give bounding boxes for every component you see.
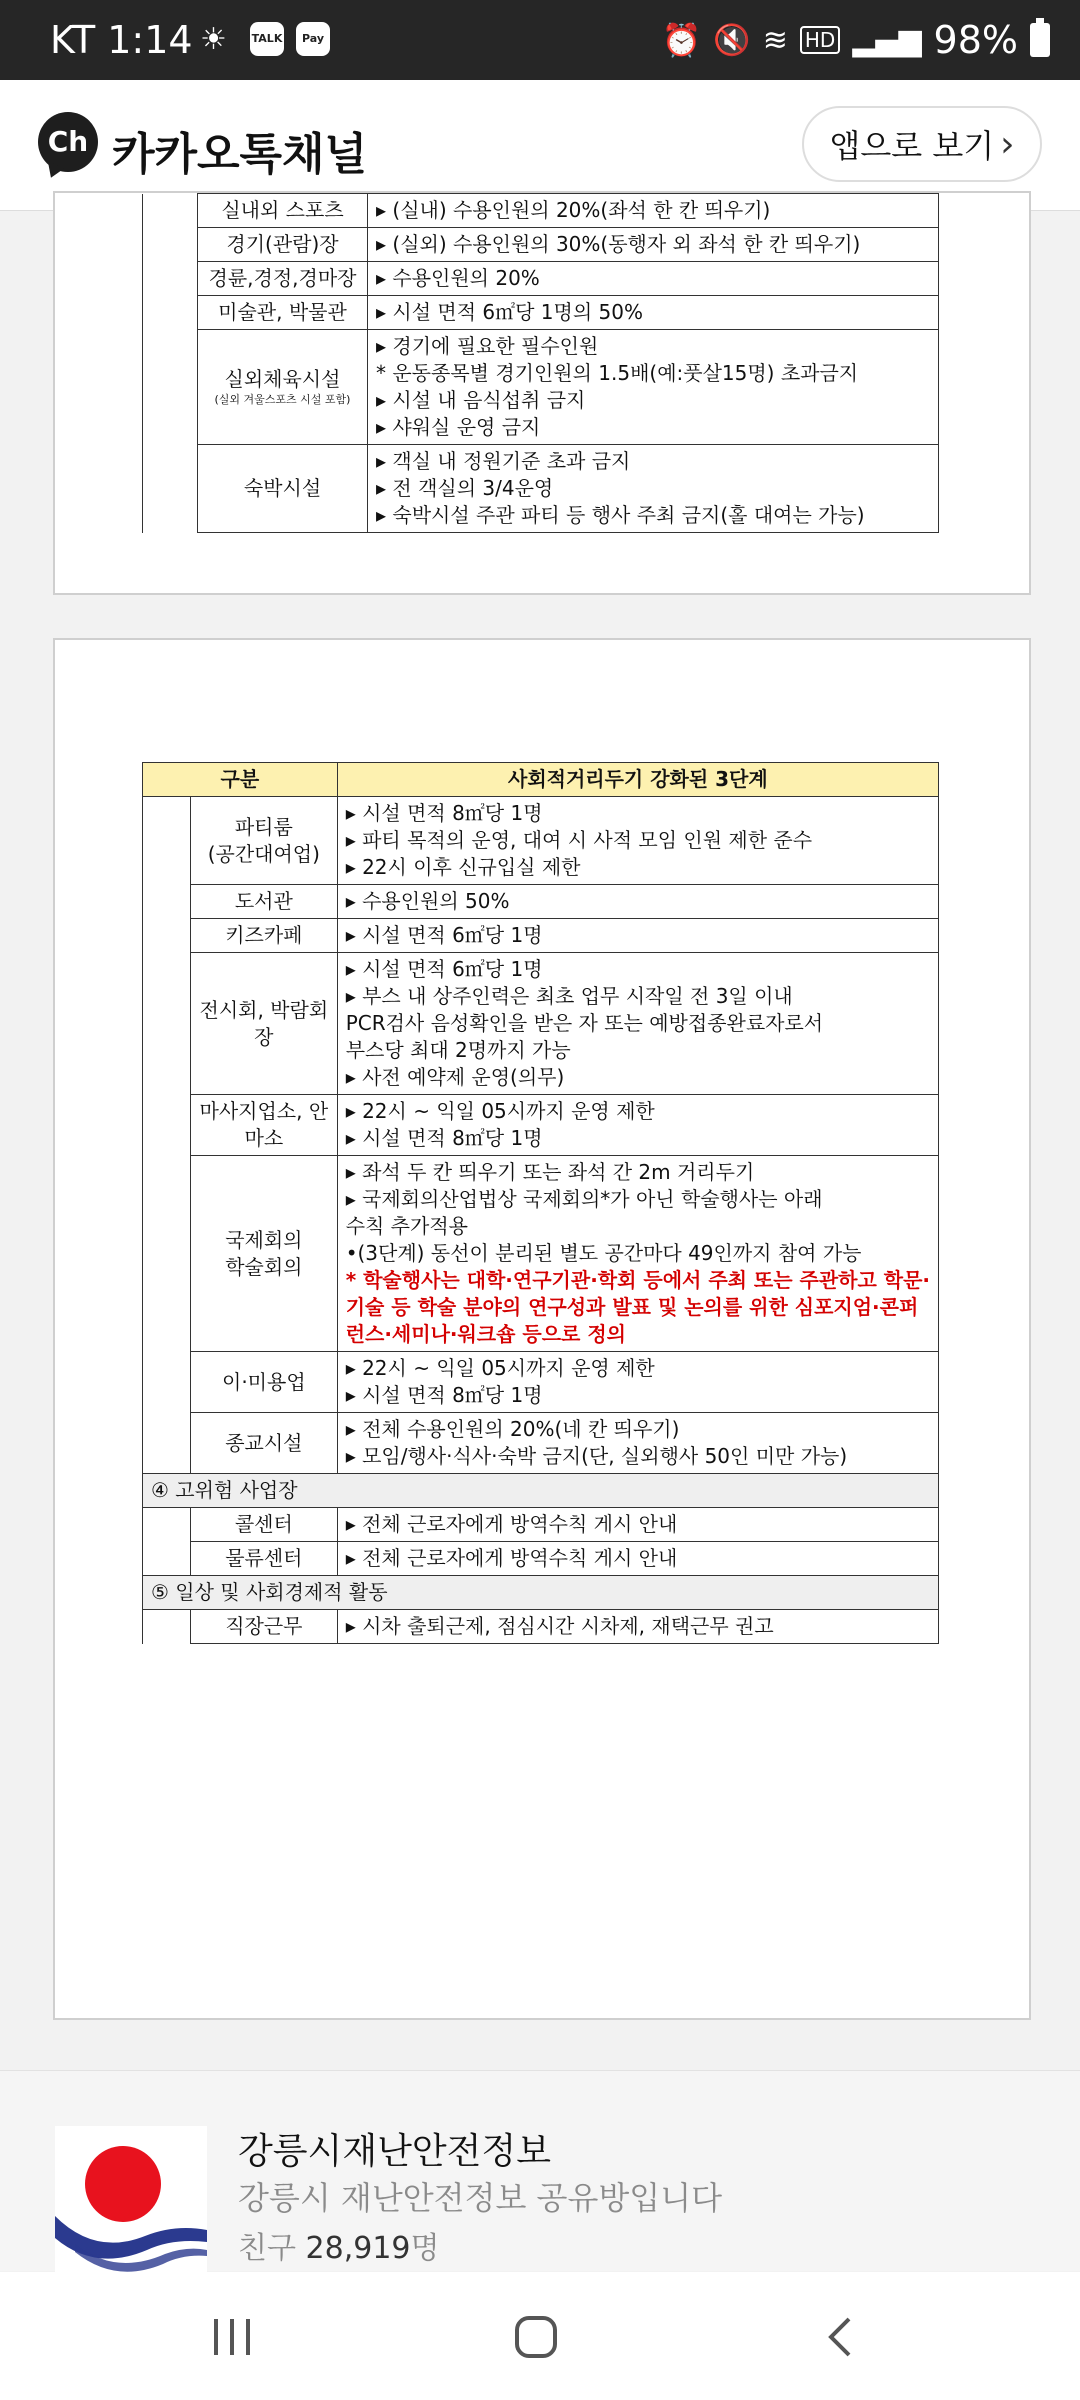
indent-cell [143,262,198,296]
detail-line: ▸ 경기에 필요한 필수인원 [376,334,599,358]
category-cell [198,330,368,445]
table-row [143,1095,939,1156]
category-label: 콜센터 [234,1512,293,1536]
section-5-title: ⑤ 일상 및 사회경제적 활동 [143,1576,939,1610]
indent-cell [143,296,198,330]
table-row [143,1156,939,1352]
indent-cell [143,1352,191,1413]
indent-cell [143,1095,191,1156]
detail-line: ▸ 전 객실의 3/4운영 [376,476,554,500]
category-label: 학술회의 [225,1254,303,1279]
detail-line: PCR검사 음성확인을 받은 자 또는 예방접종완료자로서 [345,1011,824,1035]
indent-cell [143,919,191,953]
category-cell [190,1352,337,1413]
detail-line: ▸ 수용인원의 50% [345,889,510,913]
detail-cell [337,885,938,919]
category-label: 숙박시설 [243,476,322,500]
indent-cell [143,1508,191,1542]
category-cell [190,1542,337,1576]
detail-line: ▸ 사전 예약제 운영(의무) [345,1065,565,1089]
category-cell [190,1413,337,1474]
detail-line: ▸ 숙박시설 주관 파티 등 행사 주최 금지(홀 대여는 가능) [376,503,865,527]
category-label: 전시회, 박람회장 [199,997,329,1049]
table-row [143,445,939,533]
detail-line: ▸ 시설 면적 6㎡당 1명의 50% [376,300,643,324]
table-row [143,953,939,1095]
brand-title: 카카오톡채널 [112,129,368,180]
section-4-title: ④ 고위험 사업장 [143,1474,939,1508]
indent-cell [143,228,198,262]
definition-note: 런스·세미나·워크숍 등으로 정의 [345,1322,626,1346]
table-row [143,330,939,445]
detail-line: ▸ (실외) 수용인원의 30%(동행자 외 좌석 한 칸 띄우기) [376,232,861,256]
table-row [143,228,939,262]
channel-name: 강릉시재난안전정보 [238,2131,551,2172]
col-header-category: 구분 [143,763,338,797]
card-1-viewport [0,198,1080,621]
detail-line: •(3단계) 동선이 분리된 별도 공간마다 49인까지 참여 가능 [345,1241,862,1265]
category-label: 경륜,경정,경마장 [208,266,357,290]
channel-avatar[interactable] [55,2126,207,2278]
category-label: 물류센터 [225,1546,303,1570]
detail-line: ▸ 전체 근로자에게 방역수칙 게시 안내 [345,1512,678,1536]
indent-cell [143,1542,191,1576]
back-icon [825,2315,855,2359]
detail-cell [368,445,939,533]
detail-cell [337,1156,938,1352]
detail-cell [337,1413,938,1474]
table-header-row [143,763,939,797]
definition-note: 기술 등 학술 분야의 연구성과 발표 및 논의를 위한 심포지엄·콘퍼 [345,1295,919,1319]
battery-icon [1030,23,1050,57]
category-label: 국제회의 [225,1227,303,1252]
detail-cell [337,1610,938,1644]
kakao-channel-logo-icon[interactable]: Ch [38,112,98,172]
detail-cell [337,1508,938,1542]
category-label: 경기(관람)장 [226,232,339,256]
hd-icon: HD [800,26,840,54]
indent-cell [143,330,198,445]
detail-line: ▸ 전체 근로자에게 방역수칙 게시 안내 [345,1546,678,1570]
detail-line: ▸ 22시 ~ 익일 05시까지 운영 제한 [345,1356,655,1380]
detail-cell [337,1095,938,1156]
battery-percent: 98% [933,18,1018,62]
open-in-app-label: 앱으로 보기 [829,127,995,165]
detail-line: 부스당 최대 2명까지 가능 [345,1038,571,1062]
detail-line: ▸ 모임/행사·식사·숙박 금지(단, 실외행사 50인 미만 가능) [345,1444,848,1468]
chevron-right-icon: › [1000,123,1015,165]
category-sublabel: (실외 겨울스포츠 시설 포함) [214,393,351,407]
table-row [143,919,939,953]
signal-icon: ▂▄▆ [852,22,922,58]
wifi-icon: ≋ [762,22,788,58]
detail-line: ▸ (실내) 수용인원의 20%(좌석 한 칸 띄우기) [376,198,771,222]
category-cell [190,1508,337,1542]
table-row [143,1610,939,1644]
recent-apps-button[interactable] [192,2302,272,2372]
back-button[interactable] [800,2302,880,2372]
status-time: KT 1:14 [50,18,193,62]
definition-note: * 학술행사는 대학·연구기관·학회 등에서 주최 또는 주관하고 학문· [345,1268,930,1292]
indent-cell [143,1610,191,1644]
indent-cell [143,953,191,1095]
detail-cell [368,296,939,330]
indent-cell [143,1413,191,1474]
detail-cell [337,1352,938,1413]
detail-line: ▸ 국제회의산업법상 국제회의*가 아닌 학술행사는 아래 [345,1187,823,1211]
indent-cell [143,885,191,919]
indent-cell [143,194,198,228]
detail-line: ▸ 시설 면적 8㎡당 1명 [345,801,543,825]
detail-cell [337,1542,938,1576]
table-row [143,1413,939,1474]
detail-line: ▸ 파티 목적의 운영, 대여 시 사적 모임 인원 제한 준수 [345,828,813,852]
detail-line: ▸ 시설 면적 8㎡당 1명 [345,1126,543,1150]
alarm-icon: ⏰ [661,21,702,59]
indent-cell [143,797,191,885]
category-cell [190,885,337,919]
detail-cell [368,330,939,445]
friends-unit: 명 [410,2231,440,2266]
category-cell [190,1095,337,1156]
category-label: (공간대여업) [207,841,320,866]
section-row [143,1474,939,1508]
category-label: 실외체육시설 [224,367,341,392]
indent-cell [143,1156,191,1352]
pay-notification-icon: Pay [296,22,330,56]
detail-line: ▸ 시설 내 음식섭취 금지 [376,388,586,412]
restriction-table-1 [142,193,939,533]
category-label: 직장근무 [225,1614,303,1638]
category-label: 실내외 스포츠 [221,198,344,222]
table-row [143,1542,939,1576]
detail-line: ▸ 객실 내 정원기준 초과 금지 [376,449,631,473]
category-cell [198,228,368,262]
category-cell [198,445,368,533]
category-label: 키즈카페 [225,923,303,947]
friends-label: 친구 [238,2231,296,2266]
col-header-level3: 사회적거리두기 강화된 3단계 [337,763,938,797]
table-row [143,885,939,919]
detail-cell [368,262,939,296]
restriction-table-2 [142,762,939,1644]
table-row [143,1352,939,1413]
detail-cell [337,919,938,953]
friend-count [238,2223,439,2267]
table-row [143,797,939,885]
recent-apps-icon [210,2317,254,2357]
home-button[interactable] [496,2302,576,2372]
document-image-1 [53,191,1031,595]
gangneung-logo-icon [55,2126,207,2278]
table-row [143,296,939,330]
indent-cell [143,445,198,533]
channel-description: 강릉시 재난안전정보 공유방입니다 [238,2179,723,2217]
category-cell [198,296,368,330]
category-label: 미술관, 박물관 [218,300,347,324]
detail-line: ▸ 전체 수용인원의 20%(네 칸 띄우기) [345,1417,680,1441]
detail-cell [337,953,938,1095]
category-label: 마사지업소, 안마소 [199,1099,329,1150]
detail-line: ▸ 22시 ~ 익일 05시까지 운영 제한 [345,1099,655,1123]
channel-profile[interactable] [0,2070,1080,2271]
category-label: 파티룸 [234,814,293,839]
category-cell [190,1610,337,1644]
detail-line: ▸ 부스 내 상주인력은 최초 업무 시작일 전 3일 이내 [345,984,793,1008]
open-in-app-button[interactable] [802,106,1042,182]
table-row [143,262,939,296]
detail-line: ▸ 샤워실 운영 금지 [376,415,541,439]
detail-line: ▸ 좌석 두 칸 띄우기 또는 좌석 간 2m 거리두기 [345,1160,755,1184]
friends-count-value: 28,919 [305,2231,411,2266]
section-row [143,1576,939,1610]
category-cell [190,953,337,1095]
category-cell [190,797,337,885]
category-label: 이·미용업 [222,1369,306,1394]
category-cell [190,1156,337,1352]
table-row [143,1508,939,1542]
detail-line: 수칙 추가적용 [345,1214,468,1238]
home-icon [514,2315,558,2359]
detail-line: ▸ 시차 출퇴근제, 점심시간 시차제, 재택근무 권고 [345,1614,774,1638]
kakaotalk-notification-icon: TALK [250,22,284,56]
category-label: 도서관 [234,889,293,913]
category-cell [190,919,337,953]
weather-icon: ☀ [200,22,227,57]
detail-line: * 운동종목별 경기인원의 1.5배(예:풋살15명) 초과금지 [376,361,859,385]
detail-line: ▸ 시설 면적 6㎡당 1명 [345,923,543,947]
category-cell [198,194,368,228]
status-bar [0,0,1080,80]
detail-line: ▸ 시설 면적 6㎡당 1명 [345,957,543,981]
detail-line: ▸ 시설 면적 8㎡당 1명 [345,1383,543,1407]
detail-cell [368,228,939,262]
document-image-2 [53,638,1031,2020]
detail-cell [368,194,939,228]
system-nav-bar [0,2272,1080,2400]
category-label: 종교시설 [225,1430,303,1455]
mute-icon: 🔇 [713,22,751,58]
detail-line: ▸ 22시 이후 신규입실 제한 [345,855,581,879]
category-cell [198,262,368,296]
detail-cell [337,797,938,885]
table-row [143,194,939,228]
detail-line: ▸ 수용인원의 20% [376,266,540,290]
